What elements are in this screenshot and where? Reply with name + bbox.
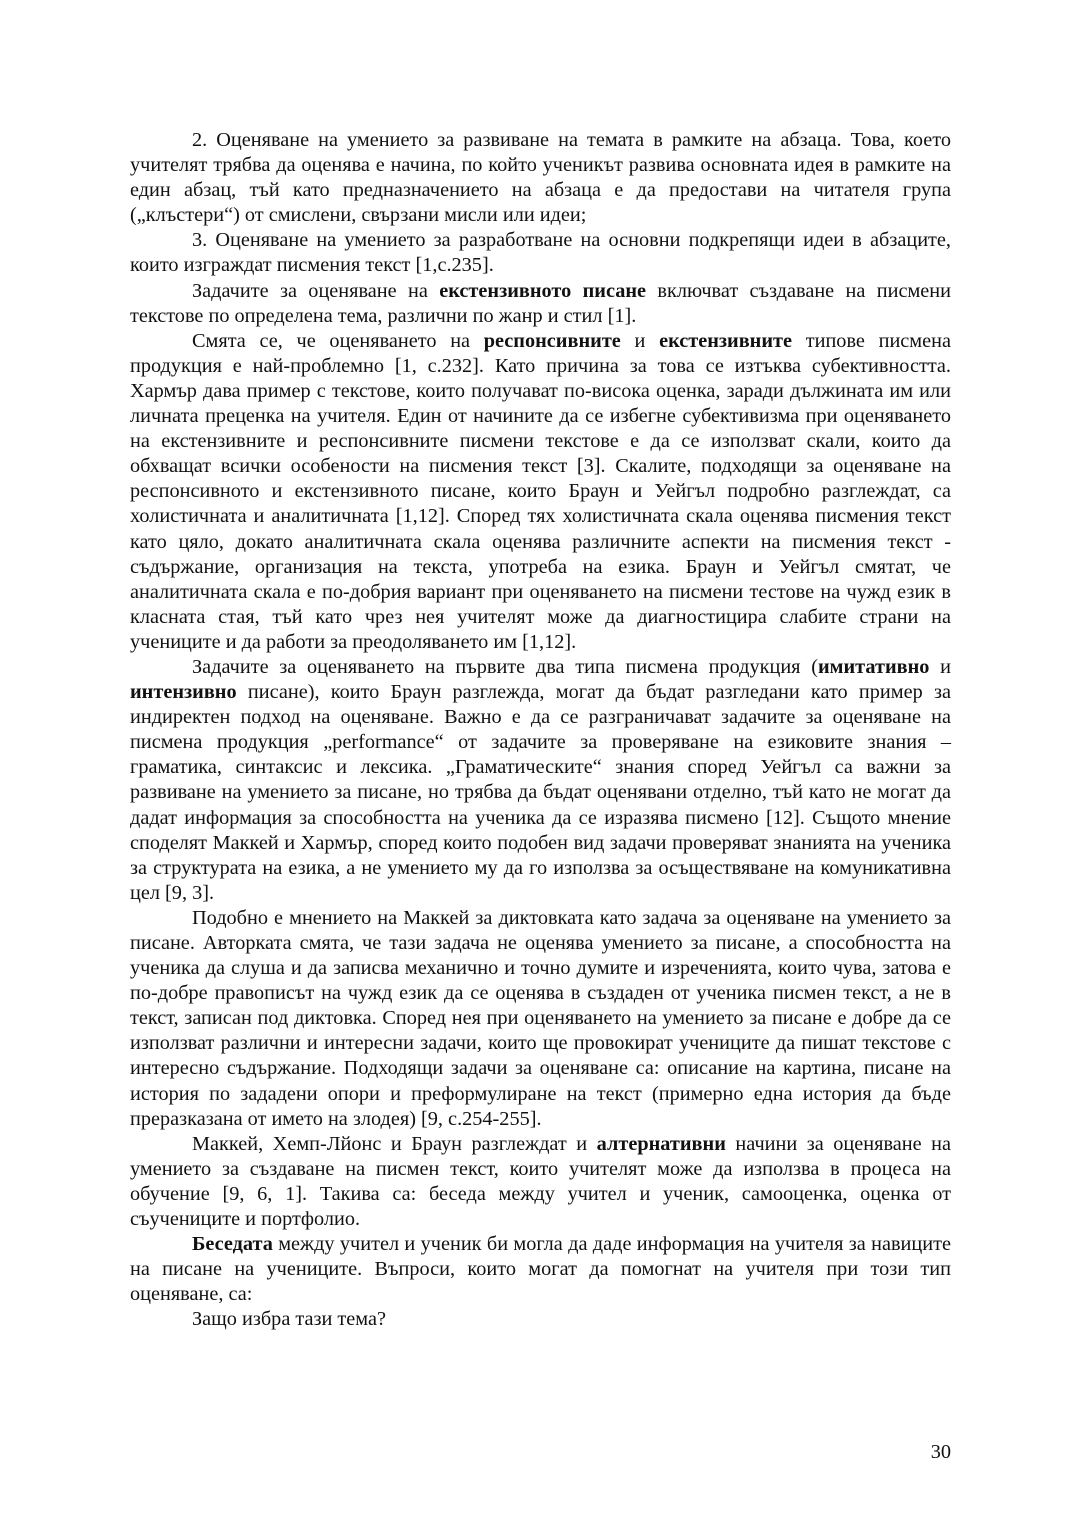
paragraph bbox=[130, 1307, 951, 1332]
bold-term: алтернативни bbox=[596, 1132, 726, 1155]
text-run: Подобно е мнението на Маккей за диктовката като задача за оценяване на умението за писане. Авторката смята, че тази задача не оценява умението за писане, а способността на ученика да слуша и да записва механично и точно думите и изреченията, които чува, затова е по-добре правописът на чужд език да се оценява в създаден от ученика писмен текст, а не в текст, записан под диктовка. Според нея при оценяването на умението за писане е добре да се използват различни и интересни задачи, които ще провокират учениците да пишат текстове с интересно съдържание. Подходящи задачи за оценяване са: описание на картина, писане на история по зададени опори и преформулиране на текст (примерно една история да бъде преразказана от името на злодея) [9, с.254-255]. bbox=[130, 906, 951, 1130]
paragraph bbox=[130, 279, 951, 329]
text-run: включват създаване на писмени текстове по определена тема, различни по жанр и стил [1]. bbox=[130, 279, 951, 327]
text-run: Задачите за оценяване на bbox=[192, 279, 440, 302]
bold-term: Беседата bbox=[192, 1233, 273, 1256]
paragraph bbox=[130, 1232, 951, 1307]
paragraph bbox=[130, 228, 951, 278]
text-run: и bbox=[620, 329, 660, 352]
text-run: 3. Оценяване на умението за разработване на основни подкрепящи идеи в абзаците, които изграждат писмения текст [1,с.235]. bbox=[130, 229, 951, 277]
text-run: типове писмена продукция е най-проблемно [1, с.232]. Като причина за това се изтъква субективността. Хармър дава пример с текстове, които получават по-висока оценка, заради дължината им или личната преценка на учителя. Един от начините да се избегне субективизма при оценяването на екстензивните и респонсивните писмени текстове е да се използват скали, които да обхващат всички особености на писмения текст [3]. Скалите, подходящи за оценяване на респонсивното и екстензивното писане, които Браун и Уейгъл подробно разглеждат, са холистичната и аналитичната [1,12]. Според тях холистичната скала оценява писмения текст като цяло, докато аналитичната скала оценява различните аспекти на писмения текст - съдържание, организация на текста, употреба на езика. Браун и Уейгъл смятат, че аналитичната скала е по-добрия вариант при оценяването на писмени тестове на чужд език в класната стая, тъй като чрез нея учителят може да диагностицира слабите страни на учениците и да работи за преодоляването им [1,12]. bbox=[130, 329, 951, 653]
text-run: Задачите за оценяването на първите два типа писмена продукция ( bbox=[192, 655, 818, 678]
paragraph bbox=[130, 329, 951, 655]
bold-term: респонсивните bbox=[483, 329, 621, 352]
text-run: Защо избра тази тема? bbox=[192, 1308, 386, 1331]
paragraph bbox=[130, 1132, 951, 1232]
bold-term: екстензивните bbox=[659, 329, 793, 352]
text-run: между учител и ученик би могла да даде информация на учителя за навиците на писане на учениците. Въпроси, които могат да помогнат на учителя при този тип оценяване, са: bbox=[130, 1233, 951, 1306]
text-run: и bbox=[929, 655, 951, 678]
text-run: писане), които Браун разглежда, могат да бъдат разгледани като пример за индиректен подход на оценяване. Важно е да се разграничават задачите за оценяване на писмена продукция „performance“ от задачите за проверяване на езиковите знания – граматика, синтаксис и лексика. „Граматическите“ знания според Уейгъл са важни за развиване на умението за писане, но трябва да бъдат оценявани отделно, тъй като не могат да дадат информация за способността на ученика да се изразява писмено [12]. Същото мнение споделят Маккей и Хармър, според които подобен вид задачи проверяват знанията на ученика за структурата на езика, а не умението му да го използва за осъществяване на комуникативна цел [9, 3]. bbox=[130, 681, 951, 904]
text-run: Маккей, Хемп-Лйонс и Браун разглеждат и bbox=[192, 1132, 597, 1155]
text-run: 2. Оценяване на умението за развиване на темата в рамките на абзаца. Това, което учителят трябва да оценява е начина, по който ученикът развива основната идея в рамките на един абзац, тъй като предназначението на абзаца е да предостави на читателя група („клъстери“) от смислени, свързани мисли или идеи; bbox=[130, 129, 951, 227]
paragraph bbox=[130, 128, 951, 228]
paragraph bbox=[130, 906, 951, 1132]
bold-term: интензивно bbox=[130, 681, 237, 704]
page-number: 30 bbox=[930, 1441, 951, 1463]
bold-term: екстензивното писане bbox=[439, 279, 647, 302]
text-run: начини за оценяване на умението за създаване на писмен текст, които учителят може да използва в процеса на обучение [9, 6, 1]. Такива са: беседа между учител и ученик, самооценка, оценка от съучениците и портфолио. bbox=[130, 1132, 951, 1231]
document-body bbox=[130, 128, 951, 1333]
paragraph bbox=[130, 655, 951, 906]
text-run: Смята се, че оценяването на bbox=[192, 329, 484, 352]
bold-term: имитативно bbox=[817, 655, 930, 678]
